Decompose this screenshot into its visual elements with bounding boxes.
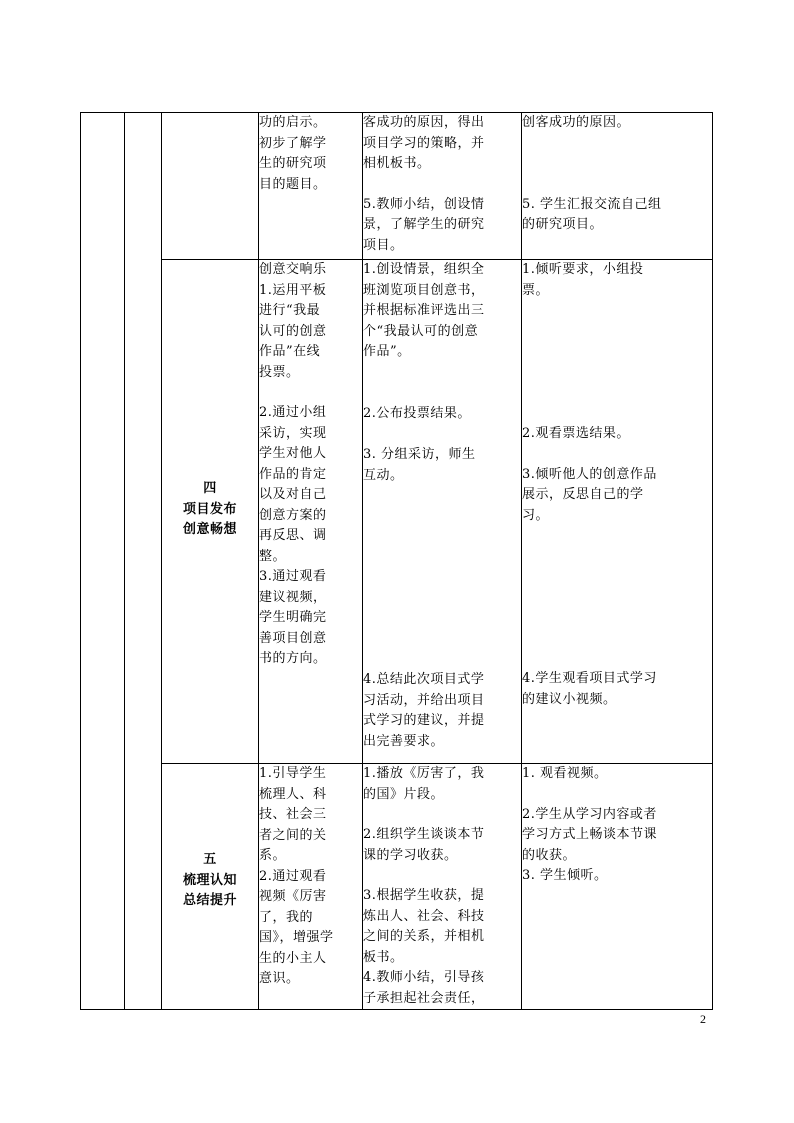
page-number: 2: [700, 1012, 706, 1026]
stage-cell: [162, 764, 259, 1010]
stage-title-line1: 梳理认知: [182, 872, 237, 888]
teacher-activity-cell: [363, 260, 522, 764]
student-text: 1. 观看视频。: [522, 766, 608, 781]
teacher-text: 3. 分组采访，师生 互动。: [363, 447, 476, 483]
student-text: 2.学生从学习内容或者 学习方式上畅谈本节课 的收获。 3. 学生倾听。: [522, 806, 658, 883]
student-text: 5. 学生汇报交流自己组 的研究项目。: [522, 196, 662, 232]
teacher-text: 5.教师小结，创设情 景，了解学生的研究 项目。: [363, 196, 485, 253]
objective-text: 创意交响乐 1.运用平板 进行“我最 认可的创意 作品”在线 投票。: [259, 262, 327, 380]
lesson-plan-table: [80, 112, 713, 1010]
table-row: [81, 260, 713, 764]
objective-text: 1.引导学生 梳理人、科 技、社会三 者之间的关 系。 2.通过观看 视频《厉害 了，我的 国》，增强学 生的小主人 意识。: [259, 766, 334, 986]
stage-cell: [162, 260, 259, 764]
objective-cell: [259, 764, 363, 1010]
student-text: 2.观看票选结果。: [522, 426, 630, 441]
stage-number: 五: [203, 852, 217, 867]
table-row: [81, 113, 713, 260]
student-activity-cell: [522, 260, 713, 764]
merged-column-2: [125, 113, 162, 1010]
teacher-text: 2.公布投票结果。: [363, 405, 471, 421]
student-activity-cell: [522, 764, 713, 1010]
objective-cell: [259, 260, 363, 764]
teacher-text: 1.创设情景，组织全 班浏览项目创意书， 并根据标准评选出三 个“我最认可的创意 作品”。: [363, 262, 485, 359]
objective-text: 功的启示。 初步了解学 生的研究项 目的题目。: [259, 115, 327, 192]
table-row: [81, 764, 713, 1010]
student-activity-cell: [522, 113, 713, 260]
student-text: 4.学生观看项目式学习 的建议小视频。: [522, 671, 657, 707]
teacher-activity-cell: [363, 113, 522, 260]
student-text: 1.倾听要求，小组投 票。: [522, 262, 644, 298]
stage-title-line2: 总结提升: [182, 893, 237, 908]
objective-text: 2.通过小组 采访，实现 学生对他人 作品的肯定 以及对自己 创意方案的 再反思、调 整。 3.通过观看 建议视频， 学生明确完 善项目创意 书的方向。: [259, 405, 327, 666]
objective-cell: [259, 113, 363, 260]
stage-label: [162, 850, 258, 912]
teacher-activity-cell: [363, 764, 522, 1010]
stage-title-line1: 项目发布: [182, 501, 237, 517]
stage-number: 四: [203, 481, 217, 496]
teacher-text: 客成功的原因，得出 项目学习的策略，并 相机板书。: [363, 115, 485, 171]
stage-label: [162, 479, 258, 541]
merged-column-1: [81, 113, 125, 1010]
student-text: 3.倾听他人的创意作品 展示，反思自己的学 习。: [522, 466, 657, 523]
teacher-text: 4.总结此次项目式学 习活动，并给出项目 式学习的建议，并提 出完善要求。: [363, 672, 485, 749]
teacher-text: 3.根据学生收获，提 炼出人、社会、科技 之间的关系，并相机 板书。 4.教师小结，引导孩 子承担起社会责任，: [363, 888, 485, 1006]
student-text: 创客成功的原因。: [522, 115, 631, 130]
stage-cell: [162, 113, 259, 260]
stage-title-line2: 创意畅想: [182, 522, 237, 537]
teacher-text: 1.播放《厉害了，我 的国》片段。: [363, 766, 485, 802]
teacher-text: 2.组织学生谈谈本节 课的学习收获。: [363, 827, 485, 863]
